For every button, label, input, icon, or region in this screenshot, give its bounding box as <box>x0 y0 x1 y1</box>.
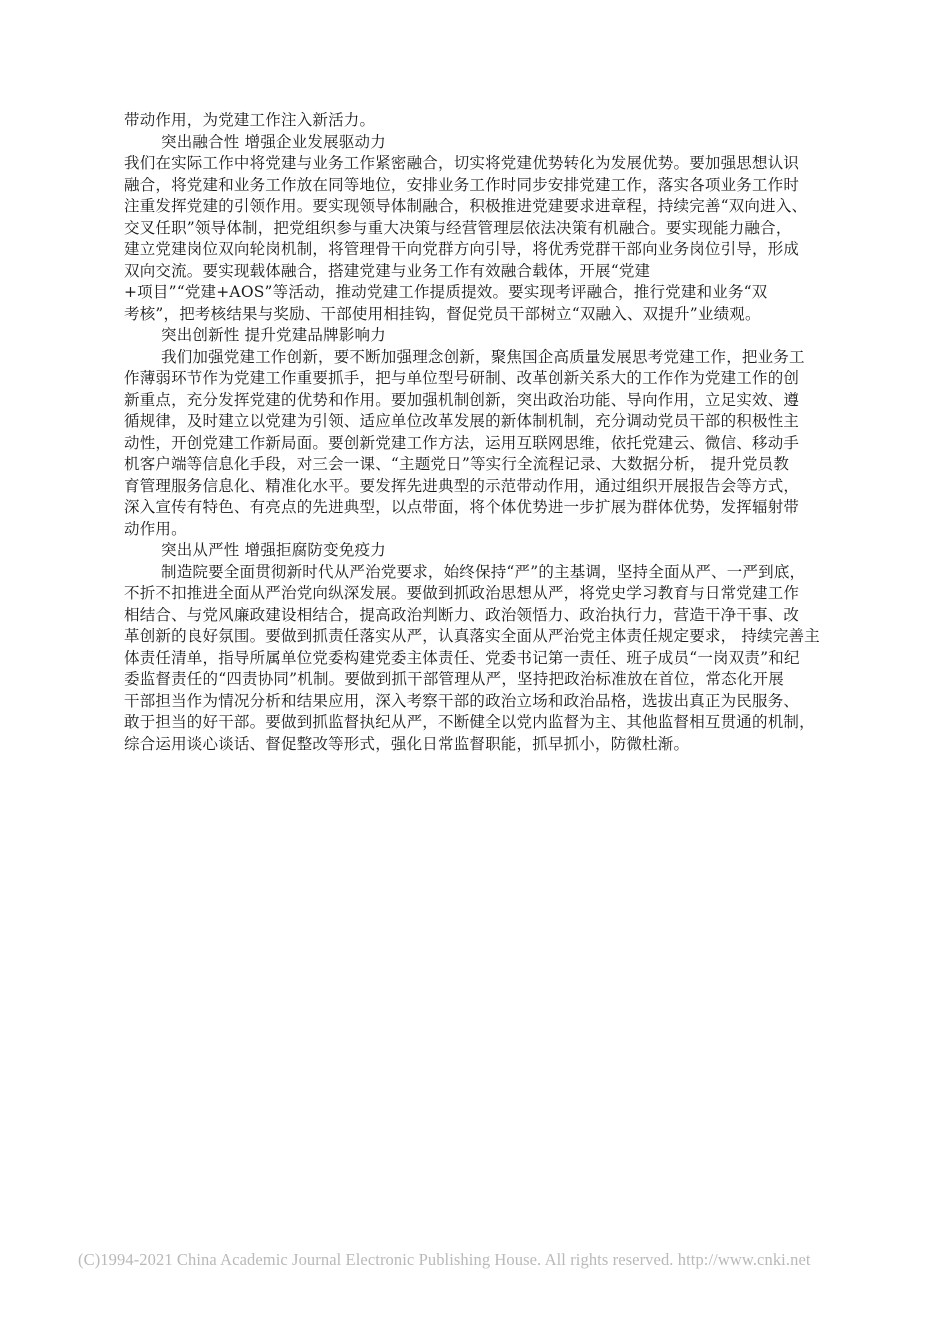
section-heading: 突出从严性 增强拒腐防变免疫力 <box>161 541 386 559</box>
text-line: +项目”“党建+AOS”等活动，推动党建工作提质提效。要实现考评融合，推行党建和业务“双 <box>124 283 768 301</box>
text-line: 循规律，及时建立以党建为引领、适应单位改革发展的新体制机制，充分调动党员干部的积极性主 <box>124 412 800 430</box>
text-line: 动作用。 <box>124 519 187 538</box>
text-line: 相结合、与党风廉政建设相结合，提高政治判断力、政治领悟力、政治执行力，营造干净干事、改 <box>124 605 800 624</box>
text-line: 融合，将党建和业务工作放在同等地位，安排业务工作时同步安排党建工作，落实各项业务工作时 <box>124 175 800 194</box>
text-line: 不折不扣推进全面从严治党向纵深发展。要做到抓政治思想从严，将党史学习教育与日常党建工作 <box>124 584 800 602</box>
text-line: 建立党建岗位双向轮岗机制，将管理骨干向党群方向引导，将优秀党群干部向业务岗位引导，形成 <box>124 240 800 258</box>
text-line: 育管理服务信息化、精准化水平。要发挥先进典型的示范带动作用，通过组织开展报告会等方式， <box>124 476 800 495</box>
text-line: 双向交流。要实现载体融合，搭建党建与业务工作有效融合载体，开展“党建 <box>124 261 651 280</box>
text-line: 考核”，把考核结果与奖励、干部使用相挂钩，督促党员干部树立“双融入、双提升”业绩观。 <box>124 304 761 323</box>
text-line: 动性，开创党建工作新局面。要创新党建工作方法，运用互联网思维，依托党建云、微信、移动手 <box>124 433 800 452</box>
copyright-footer: (C)1994-2021 China Academic Journal Electronic Publishing House. All rights reserved. http://www.cnki.net <box>78 1250 811 1269</box>
text-line: 我们在实际工作中将党建与业务工作紧密融合，切实将党建优势转化为发展优势。要加强思想认识 <box>124 154 800 172</box>
text-line: 委监督责任的“四责协同”机制。要做到抓干部管理从严，坚持把政治标准放在首位，常态化开展 <box>124 670 784 688</box>
text-line: 敢于担当的好干部。要做到抓监督执纪从严，不断健全以党内监督为主、其他监督相互贯通的机制， <box>124 713 815 731</box>
text-line: 革创新的良好氛围。要做到抓责任落实从严，认真落实全面从严治党主体责任规定要求， 持续完善主 <box>124 627 820 645</box>
text-line: 深入宣传有特色、有亮点的先进典型，以点带面，将个体优势进一步扩展为群体优势，发挥辐射带 <box>124 498 800 516</box>
text-line: 注重发挥党建的引领作用。要实现领导体制融合，积极推进党建要求进章程，持续完善“双向进入、 <box>124 197 808 215</box>
text-line: 综合运用谈心谈话、督促整改等形式，强化日常监督职能，抓早抓小，防微杜渐。 <box>124 734 690 753</box>
text-line: 交叉任职”领导体制，把党组织参与重大决策与经营管理层依法决策有机融合。要实现能力融合， <box>124 218 792 237</box>
text-line: 新重点，充分发挥党建的优势和作用。要加强机制创新，突出政治功能、导向作用，立足实效、遵 <box>124 390 800 409</box>
text-line: 带动作用，为党建工作注入新活力。 <box>124 111 376 129</box>
section-heading: 突出融合性 增强企业发展驱动力 <box>161 132 386 151</box>
text-line: 我们加强党建工作创新，要不断加强理念创新，聚焦国企高质量发展思考党建工作，把业务工 <box>161 347 805 366</box>
text-line: 体责任清单，指导所属单位党委构建党委主体责任、党委书记第一责任、班子成员“一岗双责”和纪 <box>124 648 800 667</box>
section-heading: 突出创新性 提升党建品牌影响力 <box>161 326 386 344</box>
text-line: 机客户端等信息化手段，对三会一课、“主题党日”等实行全流程记录、大数据分析， 提升党员教 <box>124 455 790 473</box>
text-line: 制造院要全面贯彻新时代从严治党要求，始终保持“严”的主基调，坚持全面从严、一严到底， <box>161 562 806 581</box>
text-line: 作薄弱环节作为党建工作重要抓手，把与单位型号研制、改革创新关系大的工作作为党建工作的创 <box>124 369 800 387</box>
text-line: 干部担当作为情况分析和结果应用，深入考察干部的政治立场和政治品格，选拔出真正为民服务、 <box>124 691 800 710</box>
article-body <box>124 110 844 755</box>
